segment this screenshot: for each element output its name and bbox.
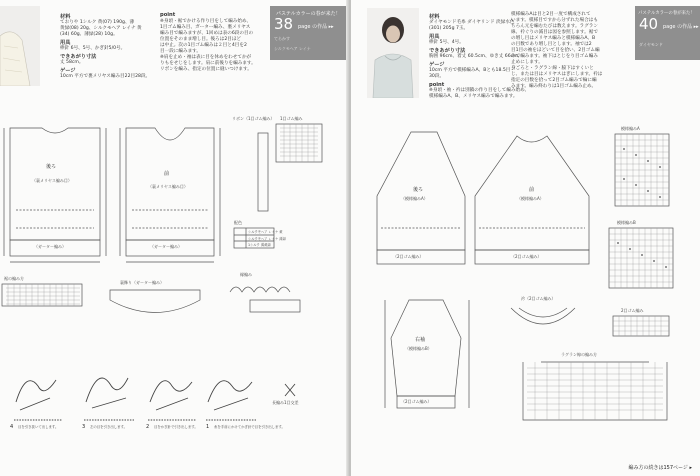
front-body-outline	[475, 136, 589, 250]
step-text: 左の目を引き出します。	[90, 425, 128, 429]
gauge-text: 10cm 平方で模様編みA、Bとも18.5目・	[429, 68, 515, 73]
frill-label: 裏飾り（ガーター編み）	[120, 280, 164, 285]
note-line: 模様編みAは目と2目一度で構成されて	[511, 12, 591, 17]
chart-a-label: 模様編みA	[621, 126, 640, 131]
point-head: point	[429, 82, 445, 88]
note-line: 止めにします。	[511, 60, 543, 65]
back-garter: （ガーター編み）	[34, 244, 66, 249]
one-rib-label: 1目ゴム編み	[280, 116, 303, 121]
note-line: 目1目の袖をほどいて目を拾い、2目ゴム編	[511, 48, 600, 53]
gauge-head: ゲージ	[429, 62, 445, 68]
gauge-head: ゲージ	[60, 68, 76, 74]
note-line: 身ごろと・ラグラン線・脇下はすくいと	[511, 66, 594, 71]
front-garter: （ガーター編み）	[150, 244, 182, 249]
note-line: の目数であり増し目とします。袖では2	[511, 42, 592, 47]
back-sub: （裏メリヤス編み目）	[32, 178, 72, 183]
tag-page-number: 40	[639, 15, 659, 33]
chart-symbols	[617, 148, 667, 268]
point-line: りもをせじをします。肩に前後りを編みます。	[160, 61, 256, 66]
note-line: みます。編み終わりは1目ゴム編み止め。	[511, 84, 597, 89]
edge-chart	[250, 300, 300, 312]
page-footer: 編み方の続きは157ページ ▸	[628, 465, 692, 471]
legend-label: 長編み1目交差	[272, 400, 299, 405]
crochet-steps	[14, 378, 295, 420]
point-line: 位置をそのまま増し目。後ろは2目ほど	[160, 37, 242, 42]
front-label: 前	[164, 171, 170, 177]
size-head: できあがり寸法	[60, 54, 97, 60]
materials-line: 黄緑(08) 20g、シルクモヘア レイナ 黄	[60, 26, 142, 31]
note-line: の増し目はメリヤス編みと模様編みA、B	[511, 36, 596, 41]
back-label: 後ろ	[46, 164, 57, 170]
color-row: 1シルク 薄黄緑	[248, 243, 271, 247]
chart-b-label: 模様編みB	[617, 220, 636, 225]
collar-label: 衿（2目ゴム編み）	[521, 296, 556, 301]
gauge-text: 10cm 平方で裏メリヤス編み目22目28段。	[60, 74, 151, 79]
note-line: 指定の目数を拾って2目ゴム編みで輪に編	[511, 78, 597, 83]
step-number: 2	[146, 424, 150, 430]
color-label: 配色	[234, 220, 242, 225]
materials-line: (34) 60g、薄緑(28) 10g。	[60, 32, 118, 37]
point-line: リボンを編み、指定の位置に縫いつけます。	[160, 67, 252, 72]
sleeve-rib: （2目ゴム編み）	[401, 399, 432, 404]
back-label: 後ろ	[413, 187, 424, 193]
point-line: は中止。次の1目ゴム編みは２目と4目を2	[160, 43, 247, 48]
cross-stitch-symbol	[285, 384, 295, 396]
front-rib: （2目ゴム編み）	[511, 254, 542, 259]
size-text: 胸囲 96cm、着丈 60.5cm、ゆき丈 66cm。	[429, 54, 523, 59]
size-head: できあがり寸法	[429, 48, 466, 54]
step-text: 糸を手前にかけてかぎ針で目を引き出します。	[214, 425, 285, 429]
step-text: 目をかぎ針で引き出します。	[154, 425, 198, 429]
left-page	[0, 0, 349, 476]
point-line: ※身頃・裾でかける作り目をして編み始め、	[160, 19, 251, 24]
materials-head: 材料	[429, 14, 440, 20]
back-rib: （2目ゴム編み）	[393, 254, 424, 259]
tools-head: 用具	[60, 40, 71, 46]
front-label: 前	[529, 187, 535, 193]
materials-line: ておりや 1シルク 黄(07) 190g、薄	[60, 20, 135, 25]
ribbon-outline	[258, 133, 268, 211]
note-line: います。模様目ですから分ずれた場合はも	[511, 18, 598, 23]
point-line: 編み目で編みますが、1回めは表の6段の目の	[160, 31, 254, 36]
back-body-outline	[10, 128, 100, 240]
tag-suffix: page の作品 ▸▸	[663, 24, 699, 30]
note-line: みで編みます。袖下はとじをり目ゴム編み	[511, 54, 598, 59]
point-line: 模様編みA、B、メリヤス編みで編みます。	[429, 94, 518, 99]
point-head: point	[160, 12, 176, 18]
step-number: 4	[10, 424, 14, 430]
tag-sub: てらかす	[274, 36, 290, 41]
frill-outline	[110, 290, 200, 313]
tag-sub: ダイヤモンド	[639, 42, 663, 47]
one-rib-chart	[276, 124, 322, 162]
tools-head: 用具	[429, 34, 440, 40]
collar-outline	[511, 308, 575, 324]
sleeve-label: 右袖	[415, 337, 426, 343]
point-line: 目一段に編みます。	[160, 49, 201, 54]
point-line: 1目ゴム編み目、ガーター編み、裏メリヤス	[160, 25, 251, 30]
materials-line: (301) 205g 7玉。	[429, 26, 469, 31]
note-line: 線、衿ぐりの減目は図を参照します。裾で	[511, 30, 598, 35]
tag-page-number: 38	[274, 15, 294, 33]
back-sub: （模様編みA）	[401, 196, 428, 201]
tools-text: 棒針 5号、4号。	[429, 40, 464, 45]
right-page	[351, 0, 700, 476]
gauge-text: 30段。	[429, 74, 445, 79]
tools-text: 棒針 6号、5号、かぎ針5/0号。	[60, 46, 126, 51]
chain-label: 縁編み	[240, 272, 252, 277]
tag-title: パステルカラーの春が来た！	[638, 11, 695, 16]
edge-label: 裾の編み方	[4, 276, 24, 281]
materials-line: ダイヤモンド毛糸 ダイヤリンド 淡緑水色	[429, 20, 515, 25]
color-row: シルクモヘア レイナ 黄	[248, 230, 283, 234]
step-number: 3	[82, 424, 86, 430]
sleeve-sub: （模様編みB）	[405, 346, 432, 351]
size-text: 丈 58cm。	[60, 60, 84, 65]
point-line: ※肩を止め・袖は表に目を休めをわせてかが	[160, 55, 252, 60]
step-text: 目を引き抜いて出します。	[18, 425, 59, 429]
tag-sub2: シルクモヘア レイナ	[274, 46, 311, 51]
color-row: シルクモヘア レイナ 薄緑	[248, 237, 286, 241]
front-sub: （模様編みA）	[517, 196, 544, 201]
front-sub: （裏メリヤス編み目）	[148, 184, 188, 189]
tag-title: パステルカラーの春が来た！	[276, 11, 341, 17]
note-line: ちろん元を編むたびは数えます。ラグラン	[511, 24, 598, 29]
materials-head: 材料	[60, 14, 71, 20]
note-line: じ、または目はメリヤスはぎにします。衿は	[511, 72, 603, 77]
raglan-label: ラグラン線の編み方	[561, 352, 597, 357]
point-line: ※身頃・袖・衿は別鎖の作り目をして編み始め、	[429, 88, 530, 93]
ribbon-label: リボン（1目ゴム編み）	[232, 116, 275, 121]
chain-edge	[230, 287, 290, 292]
step-number: 1	[206, 424, 210, 430]
tag-suffix: page の作品 ▸▸	[298, 24, 334, 30]
two-rib-label: 2目ゴム編み	[621, 308, 644, 313]
